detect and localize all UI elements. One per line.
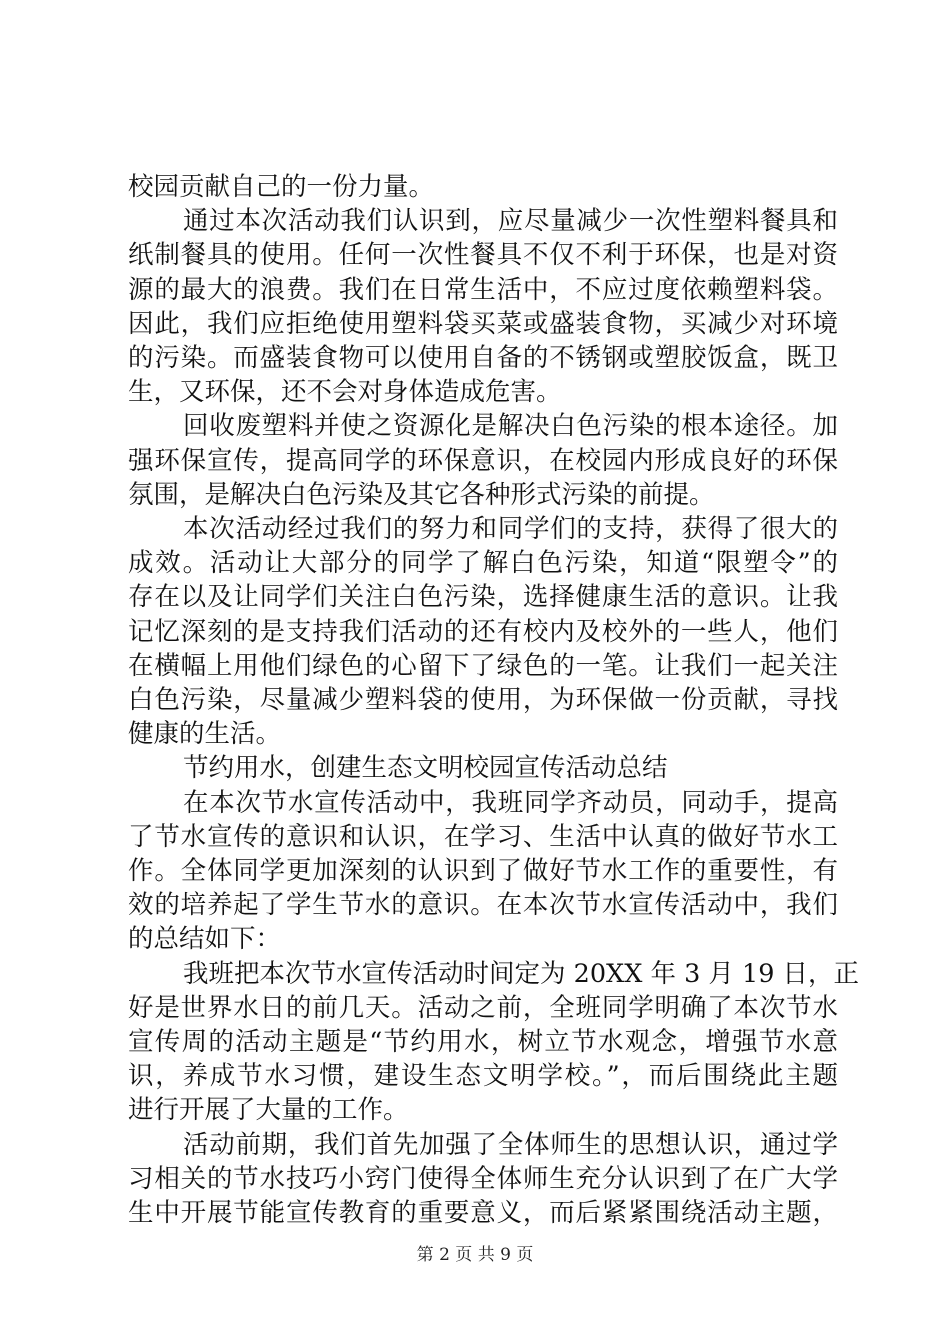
text-line: 效的培养起了学生节水的意识。在本次节水宣传活动中，我们	[128, 890, 838, 921]
text-line: 好是世界水日的前几天。活动之前，全班同学明确了本次节水	[128, 992, 838, 1023]
text-line: 活动前期，我们首先加强了全体师生的思想认识，通过学	[183, 1129, 838, 1160]
text-line: 校园贡献自己的一份力量。	[128, 172, 435, 202]
text-line: 回收废塑料并使之资源化是解决白色污染的根本途径。加	[183, 411, 838, 442]
text-line: 氛围，是解决白色污染及其它各种形式污染的前提。	[128, 479, 715, 510]
text-line: 健康的生活。	[128, 719, 282, 750]
text-line: 强环保宣传，提高同学的环保意识，在校园内形成良好的环保	[128, 445, 838, 476]
text-line: 我班把本次节水宣传活动时间定为 20XX 年 3 月 19 日，正	[183, 958, 860, 989]
text-line: 在本次节水宣传活动中，我班同学齐动员，同动手，提高	[183, 787, 838, 818]
text-line: 记忆深刻的是支持我们活动的还有校内及校外的一些人，他们	[128, 616, 838, 647]
text-line: 因此，我们应拒绝使用塑料袋买菜或盛装食物，买减少对环境	[128, 308, 838, 339]
text-line: 在横幅上用他们绿色的心留下了绿色的一笔。让我们一起关注	[128, 650, 838, 681]
text-line: 生，又环保，还不会对身体造成危害。	[128, 377, 562, 408]
text-line: 了节水宣传的意识和认识，在学习、生活中认真的做好节水工	[128, 821, 838, 852]
text-line: 成效。活动让大部分的同学了解白色污染，知道“限塑令”的	[128, 548, 838, 579]
text-line: 通过本次活动我们认识到，应尽量减少一次性塑料餐具和	[183, 206, 838, 237]
text-line: 生中开展节能宣传教育的重要意义，而后紧紧围绕活动主题，	[128, 1198, 838, 1228]
section-heading: 节约用水，创建生态文明校园宣传活动总结	[183, 753, 668, 784]
page-number-footer: 第 2 页 共 9 页	[416, 1245, 534, 1265]
text-line: 的污染。而盛装食物可以使用自备的不锈钢或塑胶饭盒，既卫	[128, 343, 838, 373]
text-line: 的总结如下：	[128, 924, 282, 955]
text-line: 白色污染，尽量减少塑料袋的使用，为环保做一份贡献，寻找	[128, 685, 838, 715]
text-line: 识，养成节水习惯，建设生态文明学校。”，而后围绕此主题	[128, 1061, 838, 1092]
text-line: 作。全体同学更加深刻的认识到了做好节水工作的重要性，有	[128, 856, 838, 886]
text-line: 宣传周的活动主题是“节约用水，树立节水观念，增强节水意	[128, 1027, 838, 1057]
text-line: 源的最大的浪费。我们在日常生活中，不应过度依赖塑料袋。	[128, 274, 838, 305]
text-line: 本次活动经过我们的努力和同学们的支持，获得了很大的	[183, 514, 838, 544]
text-line: 进行开展了大量的工作。	[128, 1095, 409, 1126]
text-line: 习相关的节水技巧小窍门使得全体师生充分认识到了在广大学	[128, 1163, 838, 1194]
text-line: 纸制餐具的使用。任何一次性餐具不仅不利于环保，也是对资	[128, 240, 838, 271]
text-line: 存在以及让同学们关注白色污染，选择健康生活的意识。让我	[128, 582, 838, 613]
